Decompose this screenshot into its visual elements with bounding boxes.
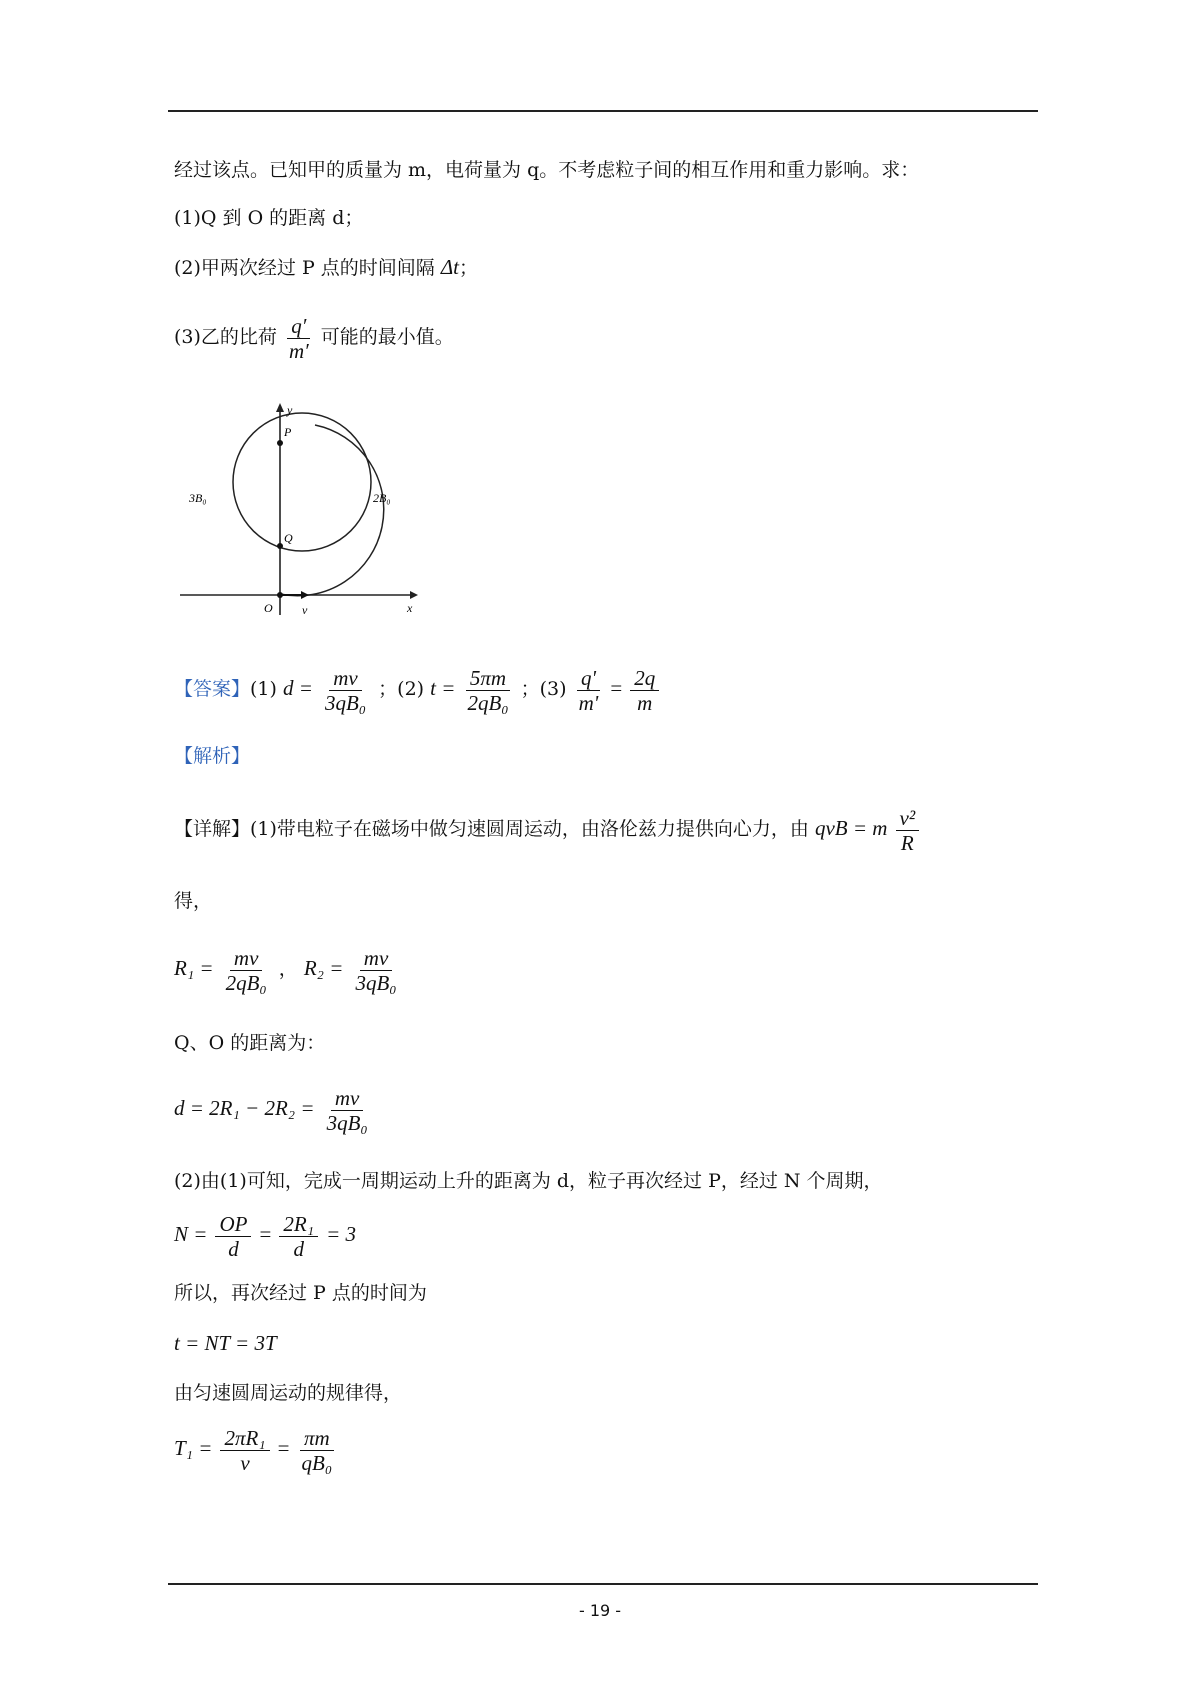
qo-distance-text: Q、O 的距离为： <box>174 1032 326 1054</box>
label-3b0: 3B₀ <box>189 491 207 505</box>
time-equation: t = NT = 3T <box>174 1331 277 1355</box>
d-fraction: $\frac{mv}{\text{3qB₀}}$ <box>326 1085 368 1135</box>
trajectory-figure <box>175 400 420 620</box>
point-p-dot <box>277 440 283 446</box>
velocity-arrowhead <box>301 591 309 599</box>
answer-2-fraction: $\frac{5\pi m}{\text{2qB₀}}$ <box>467 665 509 715</box>
footer-rule <box>168 1583 1038 1585</box>
distance-equation: d = 2R₁ − 2R₂ = $\frac{mv}{\text{3qB₀}}$ <box>174 1080 374 1137</box>
detail-paragraph-1: 【详解】(1)带电粒子在磁场中做匀速圆周运动，由洛伦兹力提供向心力，由 qvB = m $\frac{\text{v²}}{R}$ <box>174 800 921 857</box>
label-q: Q <box>284 531 293 545</box>
radius-equations: R₁ = $\frac{mv}{\text{2qB₀}}$ ， R₂ = $\frac{mv}{\text{3qB₀}}$ <box>174 940 403 997</box>
answer-line: 【答案】(1) d = $\frac{mv}{\text{3qB₀}}$ ；(2) t = $\frac{5\pi m}{\text{2qB₀}}$ ；(3) $\frac{q'}{m'}$ = $\frac{2q}{m}$ <box>174 660 661 717</box>
delta-t-symbol: Δt <box>440 255 459 279</box>
label-y: y <box>287 403 293 417</box>
de-text: 得， <box>174 890 213 912</box>
answer-3-fraction-right: $\frac{2q}{m}$ <box>630 666 659 715</box>
r1-fraction: $\frac{mv}{\text{2qB₀}}$ <box>225 945 267 995</box>
point-q-dot <box>277 543 283 549</box>
answer-tag: 【答案】 <box>174 678 251 700</box>
question-1: (1)Q 到 O 的距离 d； <box>174 207 364 229</box>
analysis-tag: 【解析】 <box>174 745 251 767</box>
answer-3-fraction-left: $\frac{q'}{m'}$ <box>578 665 599 715</box>
detail-paragraph-2: (2)由(1)可知，完成一周期运动上升的距离为 d，粒子再次经过 P，经过 N 个周期， <box>174 1170 883 1192</box>
question-2: (2)甲两次经过 P 点的时间间隔 Δt； <box>174 255 479 279</box>
t1-fraction-1: $\frac{\text{2πR₁}}{v}$ <box>220 1426 269 1475</box>
question-3: (3)乙的比荷 $\frac{q'}{m'}$ 可能的最小值。 <box>174 313 454 363</box>
large-orbit-circle <box>233 413 371 551</box>
label-o: O <box>264 601 273 615</box>
page-number: - 19 - <box>578 1601 622 1620</box>
rule-text: 由匀速圆周运动的规律得， <box>174 1382 403 1404</box>
n-fraction-1: $\frac{OP}{d}$ <box>215 1212 251 1261</box>
specific-charge-fraction: $\frac{q'}{m'}$ <box>288 313 309 363</box>
period-equation: T₁ = $\frac{\text{2πR₁}}{v}$ = $\frac{\pi m}{\text{qB₀}}$ <box>174 1420 338 1477</box>
header-rule <box>168 110 1038 112</box>
label-p: P <box>284 425 292 439</box>
lorentz-fraction: $\frac{\text{v²}}{R}$ <box>896 806 920 855</box>
answer-1-fraction: $\frac{mv}{\text{3qB₀}}$ <box>324 665 367 715</box>
n-fraction-2: $\frac{\text{2R₁}}{d}$ <box>279 1212 318 1261</box>
t1-fraction-2: $\frac{\pi m}{\text{qB₀}}$ <box>301 1425 333 1475</box>
r2-fraction: $\frac{mv}{\text{3qB₀}}$ <box>355 945 397 995</box>
right-orbit-arc <box>280 425 384 596</box>
label-2b0: 2B₀ <box>373 491 391 505</box>
problem-intro: 经过该点。已知甲的质量为 m，电荷量为 q。不考虑粒子间的相互作用和重力影响。求： <box>174 159 920 181</box>
x-axis-arrow <box>410 591 418 599</box>
suoyi-text: 所以，再次经过 P 点的时间为 <box>174 1282 427 1304</box>
y-axis-arrow <box>276 403 284 412</box>
label-x: x <box>407 601 413 615</box>
period-count-equation: N = $\frac{OP}{d}$ = $\frac{\text{2R₁}}{d}$ = 3 <box>174 1211 357 1261</box>
label-v: v <box>302 603 308 617</box>
